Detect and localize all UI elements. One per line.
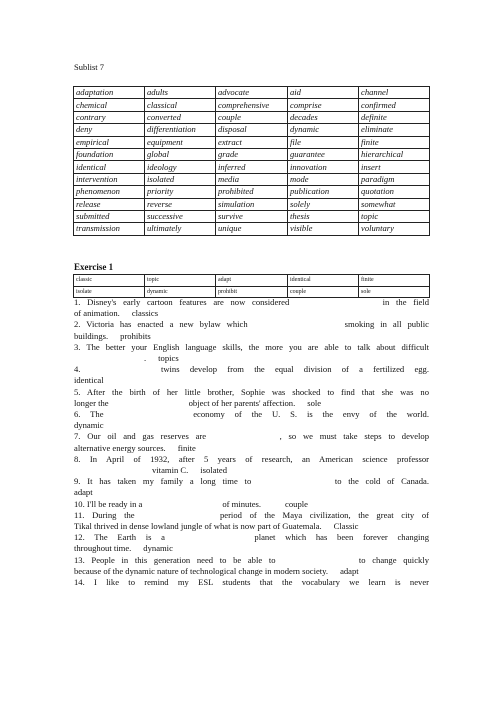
word-cell: topic xyxy=(359,210,430,222)
exercise-item-1: 1. Disney's early cartoon features are now considered in the field of animation. classics xyxy=(74,297,429,319)
word-table-row xyxy=(74,210,430,222)
word-cell: confirmed xyxy=(359,99,430,111)
word-cell: phenomenon xyxy=(74,186,145,198)
word-cell: identical xyxy=(74,161,145,173)
word-table-row xyxy=(74,87,430,99)
word-bank-cell: identical xyxy=(288,275,359,287)
word-cell: inferred xyxy=(216,161,288,173)
exercise-item-4: 4. twins develop from the equal division of a fertilized egg. identical xyxy=(74,364,429,386)
word-cell: submitted xyxy=(74,210,145,222)
word-cell: contrary xyxy=(74,111,145,123)
answer-text: dynamic xyxy=(74,420,104,431)
word-table-row xyxy=(74,186,430,198)
word-cell: classical xyxy=(145,99,216,111)
word-bank-cell: isolate xyxy=(74,286,145,298)
word-cell: deny xyxy=(74,124,145,136)
word-cell: eliminate xyxy=(359,124,430,136)
answer-text: identical xyxy=(74,375,104,386)
word-bank-cell: topic xyxy=(145,275,216,287)
answer-text: sole xyxy=(307,397,322,408)
word-cell: solely xyxy=(288,198,359,210)
word-table-row xyxy=(74,161,430,173)
word-cell: innovation xyxy=(288,161,359,173)
word-cell: comprise xyxy=(288,99,359,111)
answer-text: couple xyxy=(285,498,308,509)
word-cell: definite xyxy=(359,111,430,123)
exercise-item-14: 14. I like to remind my ESL students that the vocabulary we learn is never xyxy=(74,577,429,588)
exercise-item-2: 2. Victoria has enacted a new bylaw which smoking in all public buildings. prohibits xyxy=(74,319,429,341)
word-cell: comprehensive xyxy=(216,99,288,111)
word-cell: advocate xyxy=(216,87,288,99)
word-cell: visible xyxy=(288,223,359,235)
word-cell: channel xyxy=(359,87,430,99)
word-list-table xyxy=(73,86,430,236)
word-cell: converted xyxy=(145,111,216,123)
word-cell: aid xyxy=(288,87,359,99)
word-cell: guarantee xyxy=(288,148,359,160)
word-cell: hierarchical xyxy=(359,148,430,160)
word-table-row xyxy=(74,148,430,160)
word-cell: mode xyxy=(288,173,359,185)
word-cell: thesis xyxy=(288,210,359,222)
exercise-item-10: 10. I'll be ready in a of minutes. couple xyxy=(74,498,308,509)
word-bank-cell: dynamic xyxy=(145,286,216,298)
exercise-item-7: 7. Our oil and gas reserves are , so we must take steps to develop alternative energy sources. finite xyxy=(74,431,429,453)
exercise-word-bank xyxy=(73,274,430,298)
exercise-item-6: 6. The economy of the U. S. is the envy of the world. dynamic xyxy=(74,409,429,431)
word-cell: publication xyxy=(288,186,359,198)
word-cell: isolated xyxy=(145,173,216,185)
word-cell: priority xyxy=(145,186,216,198)
word-cell: file xyxy=(288,136,359,148)
word-table-row xyxy=(74,223,430,235)
word-bank-row xyxy=(74,275,430,287)
answer-text: adapt xyxy=(340,565,359,576)
word-cell: empirical xyxy=(74,136,145,148)
exercise-title: Exercise 1 xyxy=(74,262,114,272)
word-cell: insert xyxy=(359,161,430,173)
answer-text: Classic xyxy=(333,521,359,532)
exercise-item-9: 9. It has taken my family a long time to to the cold of Canada. adapt xyxy=(74,476,429,498)
exercise-item-12: 12. The Earth is a planet which has been forever changing throughout time. dynamic xyxy=(74,532,429,554)
word-cell: chemical xyxy=(74,99,145,111)
word-table-row xyxy=(74,99,430,111)
word-cell: foundation xyxy=(74,148,145,160)
word-cell: grade xyxy=(216,148,288,160)
word-cell: decades xyxy=(288,111,359,123)
word-cell: extract xyxy=(216,136,288,148)
word-cell: intervention xyxy=(74,173,145,185)
word-cell: adaptation xyxy=(74,87,145,99)
word-table-row xyxy=(74,124,430,136)
exercise-items xyxy=(74,297,429,588)
word-cell: successive xyxy=(145,210,216,222)
word-cell: survive xyxy=(216,210,288,222)
word-cell: adults xyxy=(145,87,216,99)
word-bank-cell: sole xyxy=(359,286,430,298)
word-bank-cell: finite xyxy=(359,275,430,287)
exercise-item-5: 5. After the birth of her little brother, Sophie was shocked to find that she was no longer the object of her parents' affection. sole xyxy=(74,386,429,408)
word-table-row xyxy=(74,198,430,210)
answer-text: adapt xyxy=(74,487,93,498)
word-cell: release xyxy=(74,198,145,210)
word-cell: transmission xyxy=(74,223,145,235)
answer-text: classics xyxy=(131,308,159,319)
word-cell: reverse xyxy=(145,198,216,210)
word-bank-cell: classic xyxy=(74,275,145,287)
word-cell: differentiation xyxy=(145,124,216,136)
word-cell: equipment xyxy=(145,136,216,148)
answer-text: prohibits xyxy=(120,330,151,341)
word-cell: disposal xyxy=(216,124,288,136)
word-cell: finite xyxy=(359,136,430,148)
word-cell: simulation xyxy=(216,198,288,210)
word-cell: dynamic xyxy=(288,124,359,136)
word-cell: quotation xyxy=(359,186,430,198)
word-cell: unique xyxy=(216,223,288,235)
word-cell: couple xyxy=(216,111,288,123)
word-cell: media xyxy=(216,173,288,185)
exercise-item-13: 13. People in this generation need to be able to to change quickly because of the dynamic nature of technological change in modern society. adapt xyxy=(74,554,429,576)
word-cell: global xyxy=(145,148,216,160)
word-cell: voluntary xyxy=(359,223,430,235)
word-table-row xyxy=(74,111,430,123)
exercise-item-11: 11. During the period of the Maya civilization, the great city of Tikal thrived in dense lowland jungle of what is now part of Guatemala. Classic xyxy=(74,509,429,532)
answer-text: finite xyxy=(177,442,196,453)
word-bank-cell: couple xyxy=(288,286,359,298)
exercise-item-3: 3. The better your English language skills, the more you are able to talk about difficult . topics xyxy=(74,341,429,364)
word-bank-cell: prohibit xyxy=(216,286,288,298)
word-cell: ultimately xyxy=(145,223,216,235)
word-table-row xyxy=(74,136,430,148)
word-cell: ideology xyxy=(145,161,216,173)
word-bank-cell: adapt xyxy=(216,275,288,287)
answer-text: dynamic xyxy=(143,543,173,554)
word-cell: prohibited xyxy=(216,186,288,198)
word-bank-row xyxy=(74,286,430,298)
word-cell: somewhat xyxy=(359,198,430,210)
exercise-item-8: 8. In April of 1932, after 5 years of research, an American science professor vitamin C. isolated xyxy=(74,453,429,476)
sublist-title: Sublist 7 xyxy=(74,62,104,72)
answer-text: isolated xyxy=(200,465,228,476)
answer-text: topics xyxy=(158,353,179,364)
word-table-row xyxy=(74,173,430,185)
word-cell: paradigm xyxy=(359,173,430,185)
